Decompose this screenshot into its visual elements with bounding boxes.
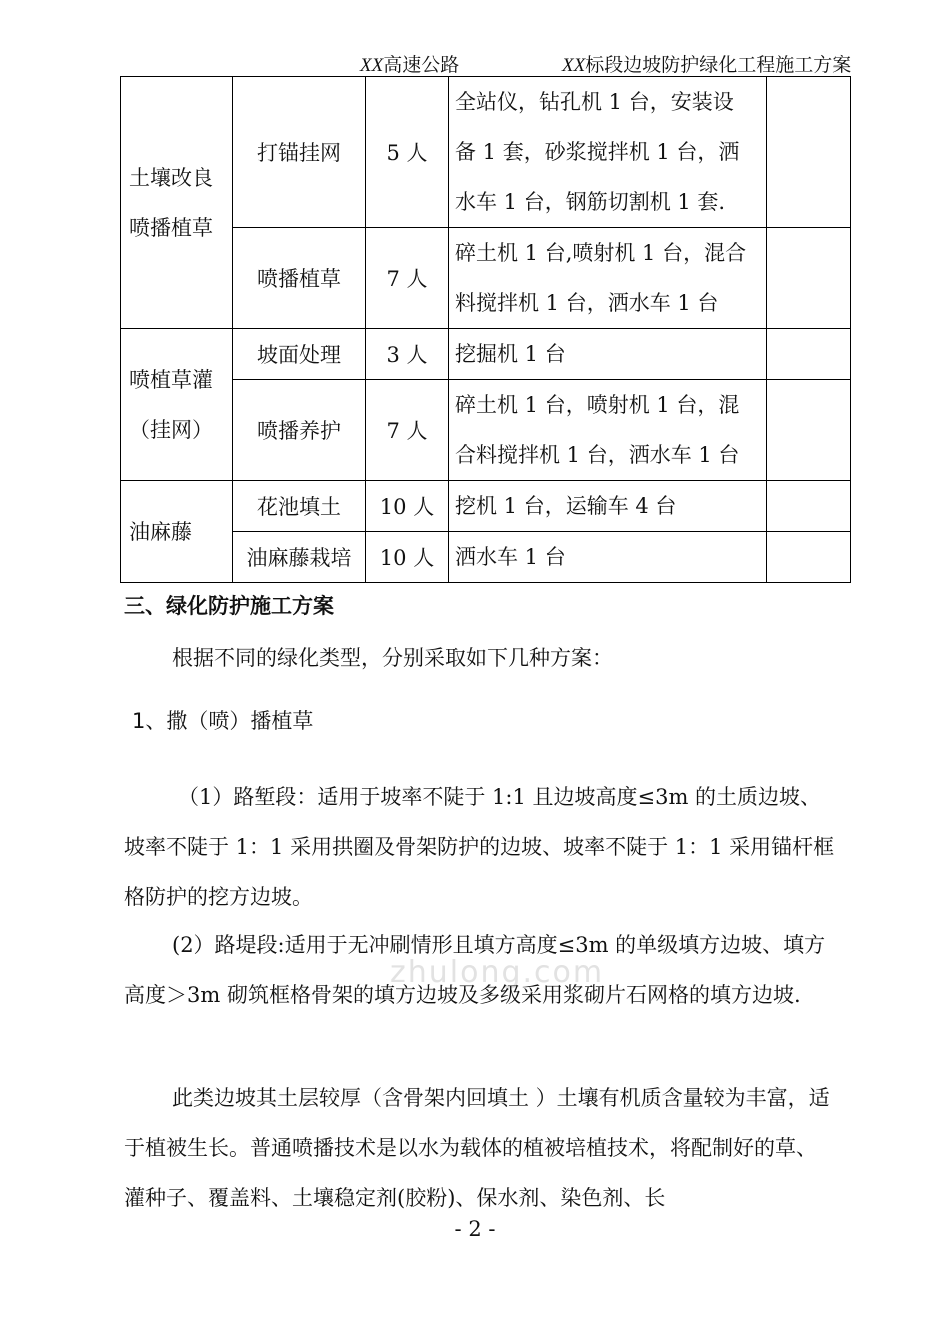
group-name-line: 喷植草灌 <box>129 367 213 392</box>
people-cell: 3 人 <box>366 329 449 380</box>
paragraph-fill-section: (2）路堤段:适用于无冲刷情形且填方高度≤3m 的单级填方边坡、填方高度＞3m 砌筑框格骨架的填方边坡及多级采用浆砌片石网格的填方边坡. <box>124 933 826 1007</box>
task-cell: 油麻藤栽培 <box>233 532 366 583</box>
header-right <box>562 50 851 77</box>
people-cell: 7 人 <box>366 228 449 329</box>
paragraph-cut-section: （1）路堑段：适用于坡率不陡于 1:1 且边坡高度≤3m 的土质边坡、坡率不陡于 1：1 采用拱圈及骨架防护的边坡、坡率不陡于 1：1 采用锚杆框格防护的挖方边坡。 <box>124 785 835 909</box>
equipment-cell <box>449 77 767 228</box>
equipment-line: 洒水车 1 台 <box>455 545 566 569</box>
equipment-line: 挖机 1 台，运输车 4 台 <box>455 494 677 518</box>
table-row <box>121 329 851 380</box>
header-right-title: 标段边坡防护绿化工程施工方案 <box>585 54 852 76</box>
task-cell: 喷播植草 <box>233 228 366 329</box>
paragraph-body: 此类边坡其土层较厚（含骨架内回填土 ）土壤有机质含量较为丰富，适于植被生长。普通喷播技术是以水为载体的植被培植技术，将配制好的草、灌种子、覆盖料、土壤稳定剂(胶粉)、保水剂、染色剂、长 <box>124 1086 830 1210</box>
people-cell: 10 人 <box>366 481 449 532</box>
equipment-line: 全站仪，钻孔机 1 台，安装设 <box>455 90 734 114</box>
header-right-prefix: XX <box>562 55 586 76</box>
header-left-title: 高速公路 <box>383 54 460 76</box>
people-cell: 7 人 <box>366 380 449 481</box>
note-cell <box>767 532 851 583</box>
group-name-cell <box>121 481 233 583</box>
note-cell <box>767 228 851 329</box>
header-left <box>360 50 459 77</box>
note-cell <box>767 77 851 228</box>
header-left-prefix: XX <box>360 55 384 76</box>
equipment-line: 料搅拌机 1 台，洒水车 1 台 <box>455 291 719 315</box>
section-heading: 三、绿化防护施工方案 <box>124 594 334 618</box>
subheading: 1、撒（喷）播植草 <box>132 709 314 733</box>
people-cell: 5 人 <box>366 77 449 228</box>
intro-paragraph: 根据不同的绿化类型，分别采取如下几种方案： <box>172 646 613 670</box>
group-name-line: 土壤改良 <box>129 165 213 190</box>
equipment-cell <box>449 532 767 583</box>
equipment-cell <box>449 228 767 329</box>
group-name-line: 喷播植草 <box>129 215 213 240</box>
task-cell: 喷播养护 <box>233 380 366 481</box>
table-row <box>121 481 851 532</box>
note-cell <box>767 329 851 380</box>
group-name-cell <box>121 329 233 481</box>
equipment-cell <box>449 481 767 532</box>
equipment-line: 水车 1 台，钢筋切割机 1 套. <box>455 190 726 214</box>
note-cell <box>767 380 851 481</box>
table-row <box>121 77 851 228</box>
task-cell: 花池填土 <box>233 481 366 532</box>
watermark: zhulong.com <box>390 955 605 990</box>
equipment-cell <box>449 329 767 380</box>
resource-table <box>120 76 851 583</box>
note-cell <box>767 481 851 532</box>
equipment-line: 碎土机 1 台，喷射机 1 台，混 <box>455 393 740 417</box>
equipment-line: 碎土机 1 台,喷射机 1 台，混合 <box>455 241 747 265</box>
equipment-cell <box>449 380 767 481</box>
group-name-line: （挂网） <box>129 417 213 442</box>
task-cell: 坡面处理 <box>233 329 366 380</box>
equipment-line: 备 1 套，砂浆搅拌机 1 台，洒 <box>455 140 740 164</box>
group-name-cell <box>121 77 233 329</box>
people-cell: 10 人 <box>366 532 449 583</box>
equipment-line: 挖掘机 1 台 <box>455 342 566 366</box>
equipment-line: 合料搅拌机 1 台，洒水车 1 台 <box>455 443 740 467</box>
task-cell: 打锚挂网 <box>233 77 366 228</box>
group-name-line: 油麻藤 <box>129 519 192 544</box>
page-number: - 2 - <box>454 1217 496 1241</box>
